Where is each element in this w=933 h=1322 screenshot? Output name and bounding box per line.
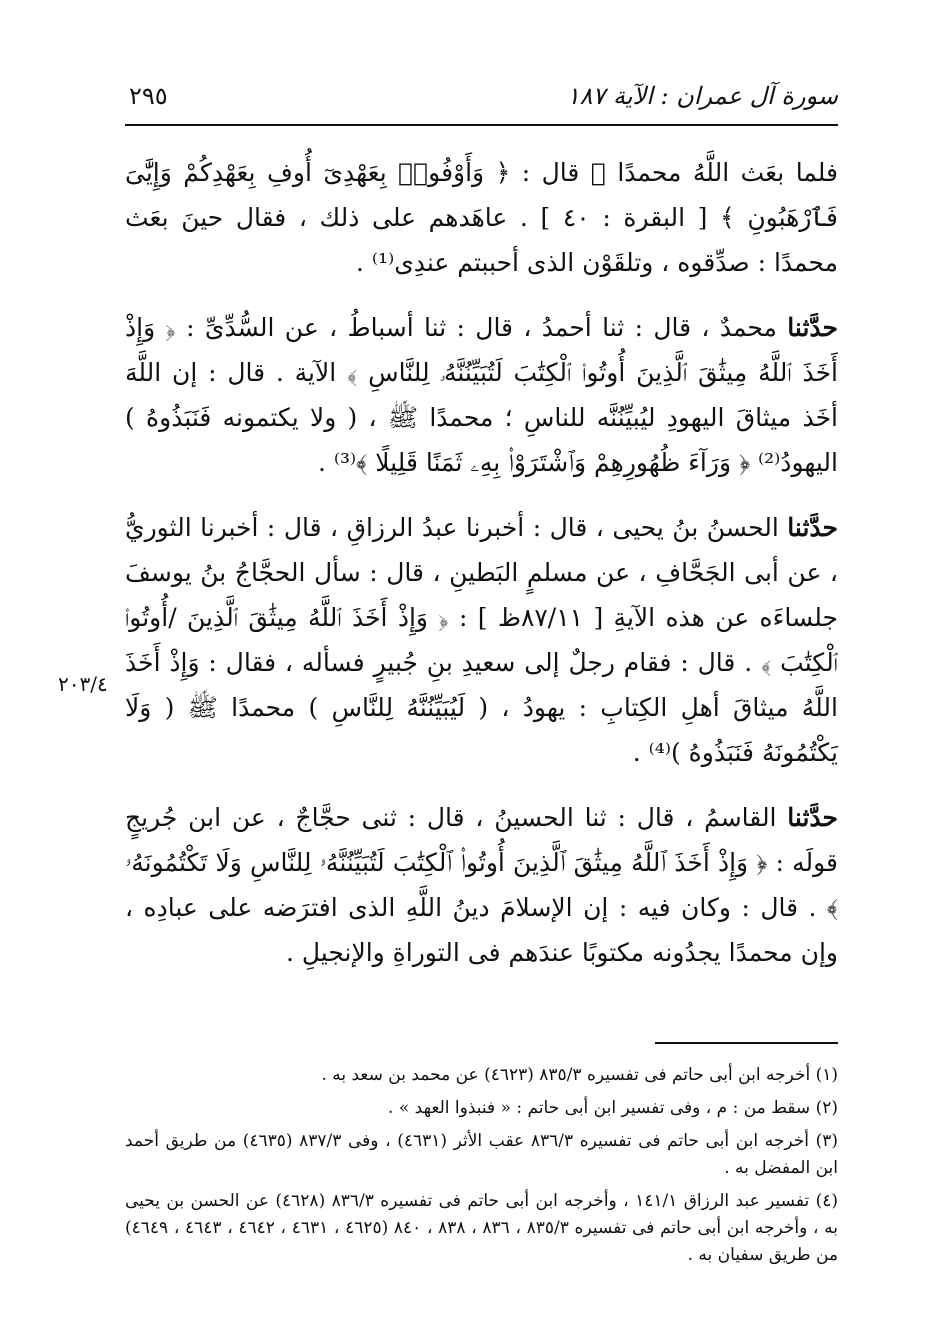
header-title: سورة آل عمران : الآية ١٨٧ [566,82,838,110]
paragraph-4 [125,795,838,975]
paragraph-1 [125,150,838,285]
footnote-4: (٤) تفسير عبد الرزاق ١٤١/١ ، وأخرجه ابن أبى حاتم فى تفسيره ٨٣٦/٣ (٤٦٢٨) عن الحسن بن يحيى به ، وأخرجه ابن أبى حاتم فى تفسيره ٨٣٥/٣ ، ٨٣٦ ، ٨٣٨ ، ٨٤٠ (٤٦٢٥ ، ٤٦٣١ ، ٤٦٤٢ ، ٤٦٤٣ ، ٤٦٤٩) من طريق سفيان به . [125,1191,838,1265]
footnote-rule [655,1042,838,1044]
running-header [125,78,838,118]
paragraph-text: القاسمُ ، قال : ثنا الحسينُ ، قال : ثنى حجَّاجٌ ، عن ابن جُريجٍ قولَه : ﴿ وَإِذْ أَخَذَ ٱللَّهُ مِيثَٰقَ ٱلَّذِينَ أُوتُوا۟ ٱلْكِتَٰبَ لَتُبَيِّنُنَّهُۥ لِلنَّاسِ وَلَا تَكْتُمُونَهُۥ ﴾ . قال : وكان فيه : إن الإسلامَ دينُ اللَّهِ الذى افترَضه على عبادِه ، وإن محمدًا يجدُونه مكتوبًا عندَهم فى التوراةِ والإنجيلِ . [125,803,838,967]
paragraph-lead: حدَّثنا [787,513,838,542]
header-rule [125,124,838,126]
page-number: ٢٩٥ [129,82,168,110]
paragraph-lead: حدَّثنا [787,803,838,832]
footnote-1: (١) أخرجه ابن أبى حاتم فى تفسيره ٨٣٥/٣ (٤٦٢٣) عن محمد بن سعد به . [321,1065,838,1085]
paragraph-text: فلما بعَث اللَّهُ محمدًا ﷺ قال : ﴿ وَأَوْفُوا۟ بِعَهْدِىٓ أُوفِ بِعَهْدِكُمْ وَإِيَّٰىَ فَٱرْهَبُونِ ﴾ [ البقرة : ٤٠ ] . عاهَدهم على ذلك ، فقال حينَ بعَث محمدًا : صدِّقوه ، وتلقَوْن الذى أحببتم عندِى⁽¹⁾ . [125,158,838,277]
main-text [125,150,838,995]
paragraph-3 [125,505,838,775]
paragraph-lead: حدَّثنا [787,313,838,342]
margin-reference: ٢٠٣/٤ [58,672,108,696]
footnote-3: (٣) أخرجه ابن أبى حاتم فى تفسيره ٨٣٦/٣ عقب الأثر (٤٦٣١) ، وفى ٨٣٧/٣ (٤٦٣٥) من طريق أحمد ابن المفضل به . [125,1131,838,1178]
paragraph-text: محمدٌ ، قال : ثنا أحمدُ ، قال : ثنا أسباطُ ، عن السُّدِّىِّ : ﴿ وَإِذْ أَخَذَ ٱللَّهُ مِيثَٰقَ ٱلَّذِينَ أُوتُوا۟ ٱلْكِتَٰبَ لَتُبَيِّنُنَّهُۥ لِلنَّاسِ ﴾ الآية . قال : إن اللَّهَ أخَذ ميثاقَ اليهودِ ليُبيِّنُنَّه للناسِ ؛ محمدًا ﷺ ، ( ولا يكتمونه فَنَبَذُوهُ ) اليهودُ⁽²⁾ ﴿ وَرَآءَ ظُهُورِهِمْ وَٱشْتَرَوْا۟ بِهِۦ ثَمَنًا قَلِيلًا ﴾⁽³⁾ . [125,313,838,477]
footnote-2: (٢) سقط من : م ، وفى تفسير ابن أبى حاتم : « فنبذوا العهد » . [388,1098,838,1118]
paragraph-text: الحسنُ بنُ يحيى ، قال : أخبرنا عبدُ الرزاقِ ، قال : أخبرنا الثوريُّ ، عن أبى الجَحَّافِ ، عن مسلمٍ البَطينِ ، قال : سأل الحجَّاجُ بنُ يوسفَ جلساءَه عن هذه الآيةِ [ ٨٧/١١ظ ] : ﴿ وَإِذْ أَخَذَ ٱللَّهُ مِيثَٰقَ ٱلَّذِينَ /أُوتُوا۟ ٱلْكِتَٰبَ ﴾ . قال : فقام رجلٌ إلى سعيدِ بنِ جُبيرٍ فسأله ، فقال : وَإِذْ أَخَذَ اللَّهُ ميثاقَ أهلِ الكِتابِ : يهودُ ، ( لَيُبَيِّنُنَّهُ لِلنَّاسِ ) محمدًا ﷺ ( وَلَا يَكْتُمُونَهُ فَنَبَذُوهُ )⁽⁴⁾ . [125,513,838,767]
footnotes [125,1062,838,1275]
paragraph-2 [125,305,838,485]
